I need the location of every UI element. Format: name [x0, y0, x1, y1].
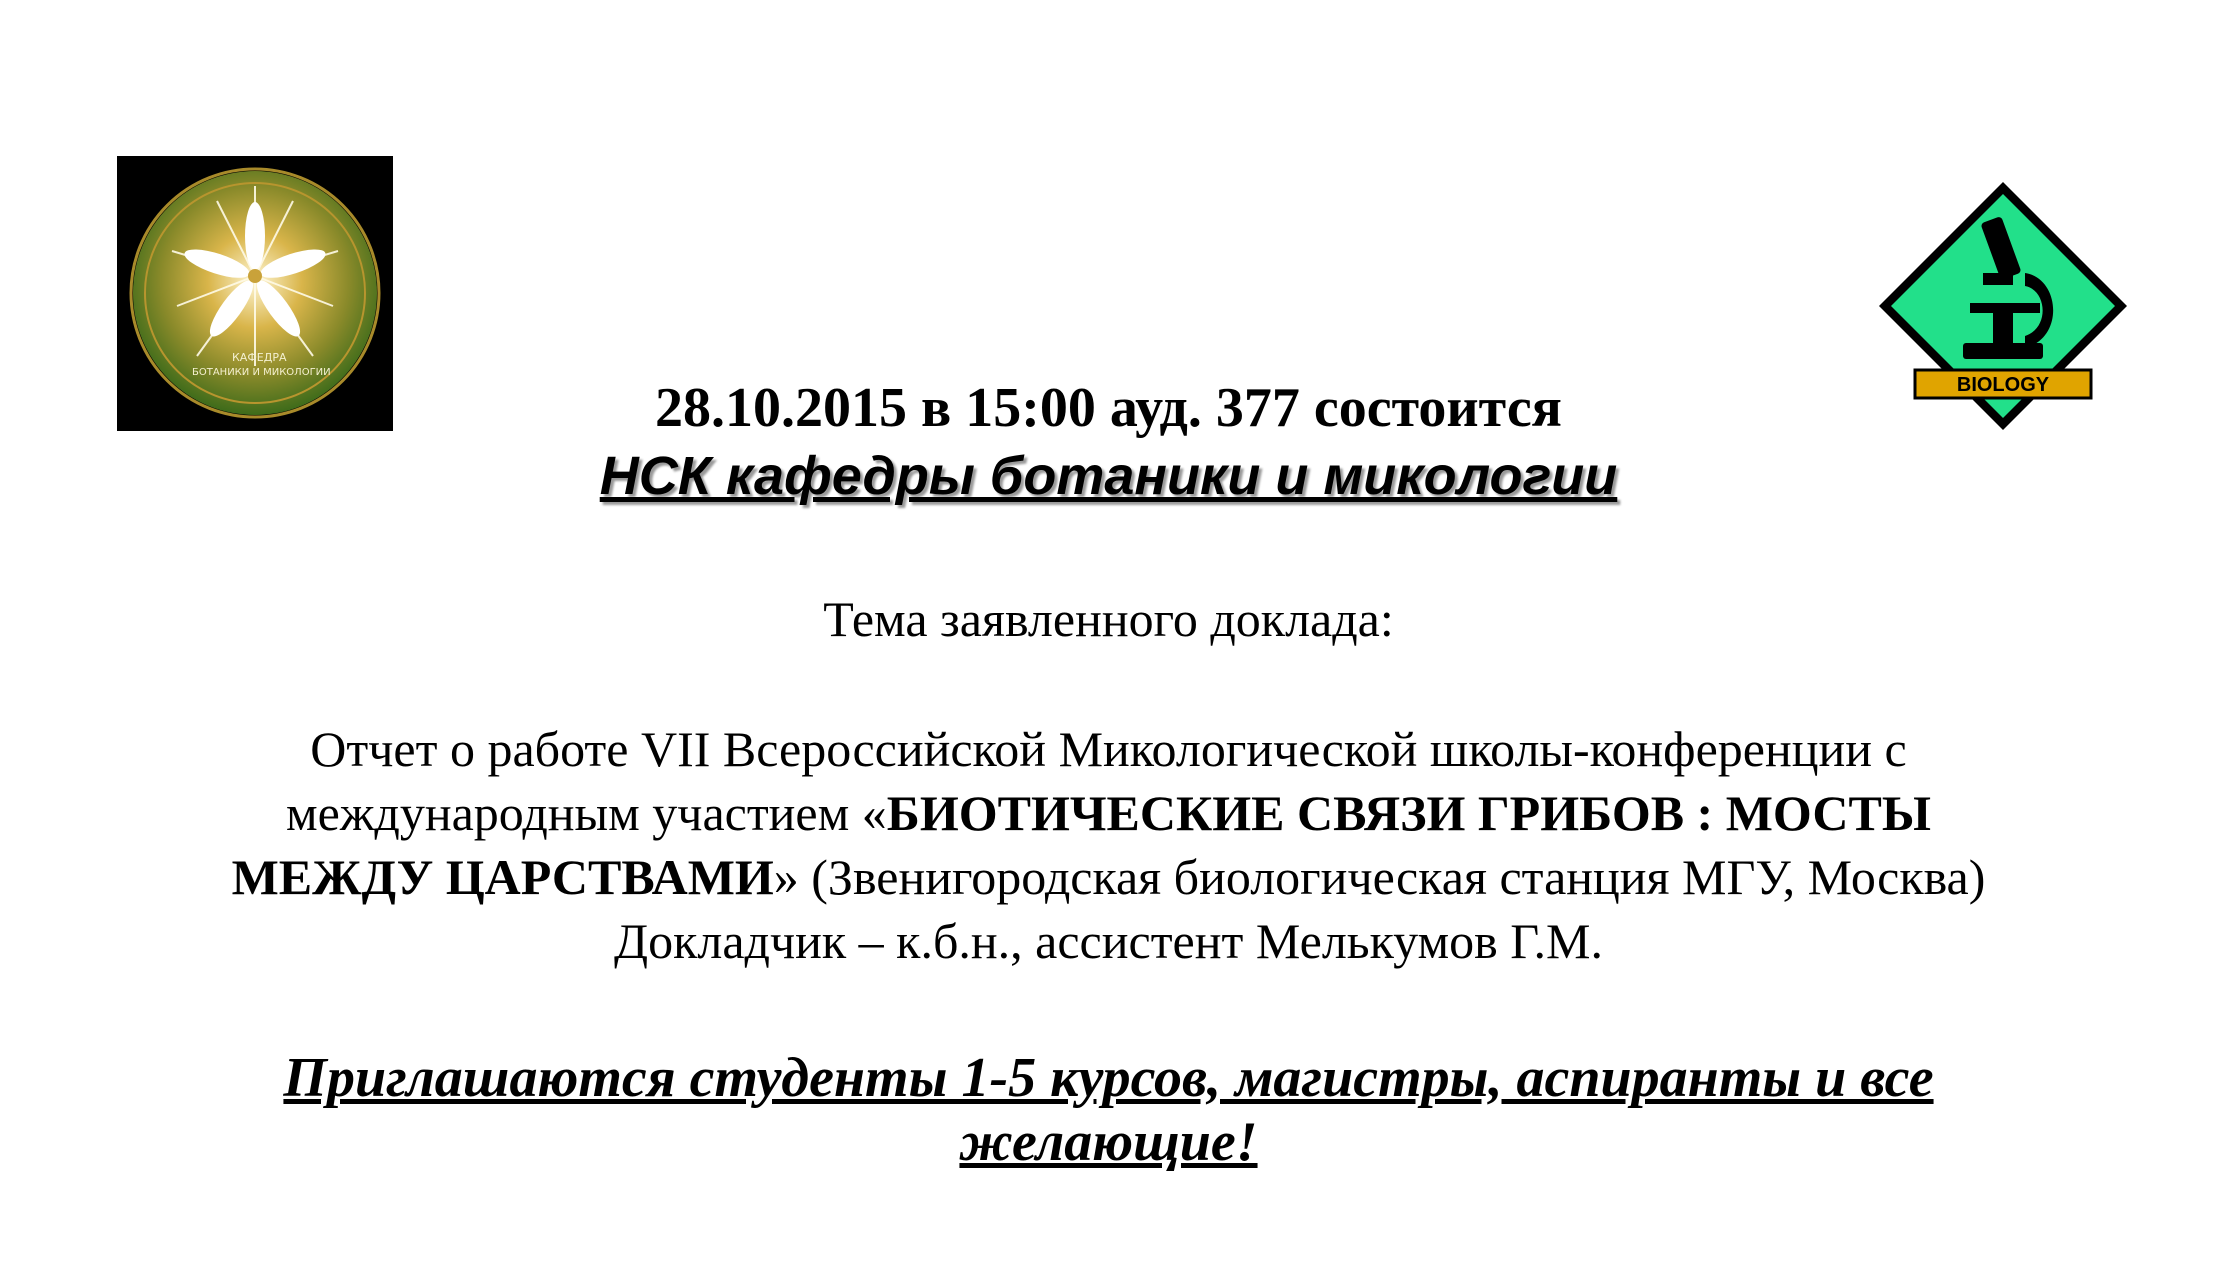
- report-line-2-prefix: международным участием «: [286, 785, 887, 841]
- report-line-3: [100, 845, 2117, 909]
- report-line-2: [100, 781, 2117, 845]
- report-title-part2: МЕЖДУ ЦАРСТВАМИ: [231, 849, 774, 905]
- topic-label: Тема заявленного доклада:: [823, 591, 1394, 647]
- event-subtitle: НСК кафедры ботаники и микологии: [599, 446, 1618, 506]
- report-speaker: Докладчик – к.б.н., ассистент Мелькумов Г.М.: [614, 913, 1603, 969]
- invitation: [150, 1046, 2067, 1174]
- invitation-line-1: Приглашаются студенты 1-5 курсов, магистры, аспиранты и все: [283, 1047, 1934, 1109]
- invitation-line-2: желающие!: [959, 1111, 1258, 1173]
- report-title-part1: БИОТИЧЕСКИЕ СВЯЗИ ГРИБОВ : МОСТЫ: [886, 785, 1931, 841]
- report-line-1: Отчет о работе VII Всероссийской Микологической школы-конференции с: [310, 721, 1907, 777]
- biology-label: BIOLOGY: [1956, 374, 2050, 396]
- event-headline: 28.10.2015 в 15:00 ауд. 377 состоится: [655, 377, 1562, 439]
- seal-text-line1: КАФЕДРА: [232, 351, 287, 364]
- seal-text-line2: БОТАНИКИ И МИКОЛОГИИ: [192, 367, 331, 378]
- report-description: [100, 717, 2117, 973]
- report-venue: » (Звенигородская биологическая станция МГУ, Москва): [773, 849, 1986, 905]
